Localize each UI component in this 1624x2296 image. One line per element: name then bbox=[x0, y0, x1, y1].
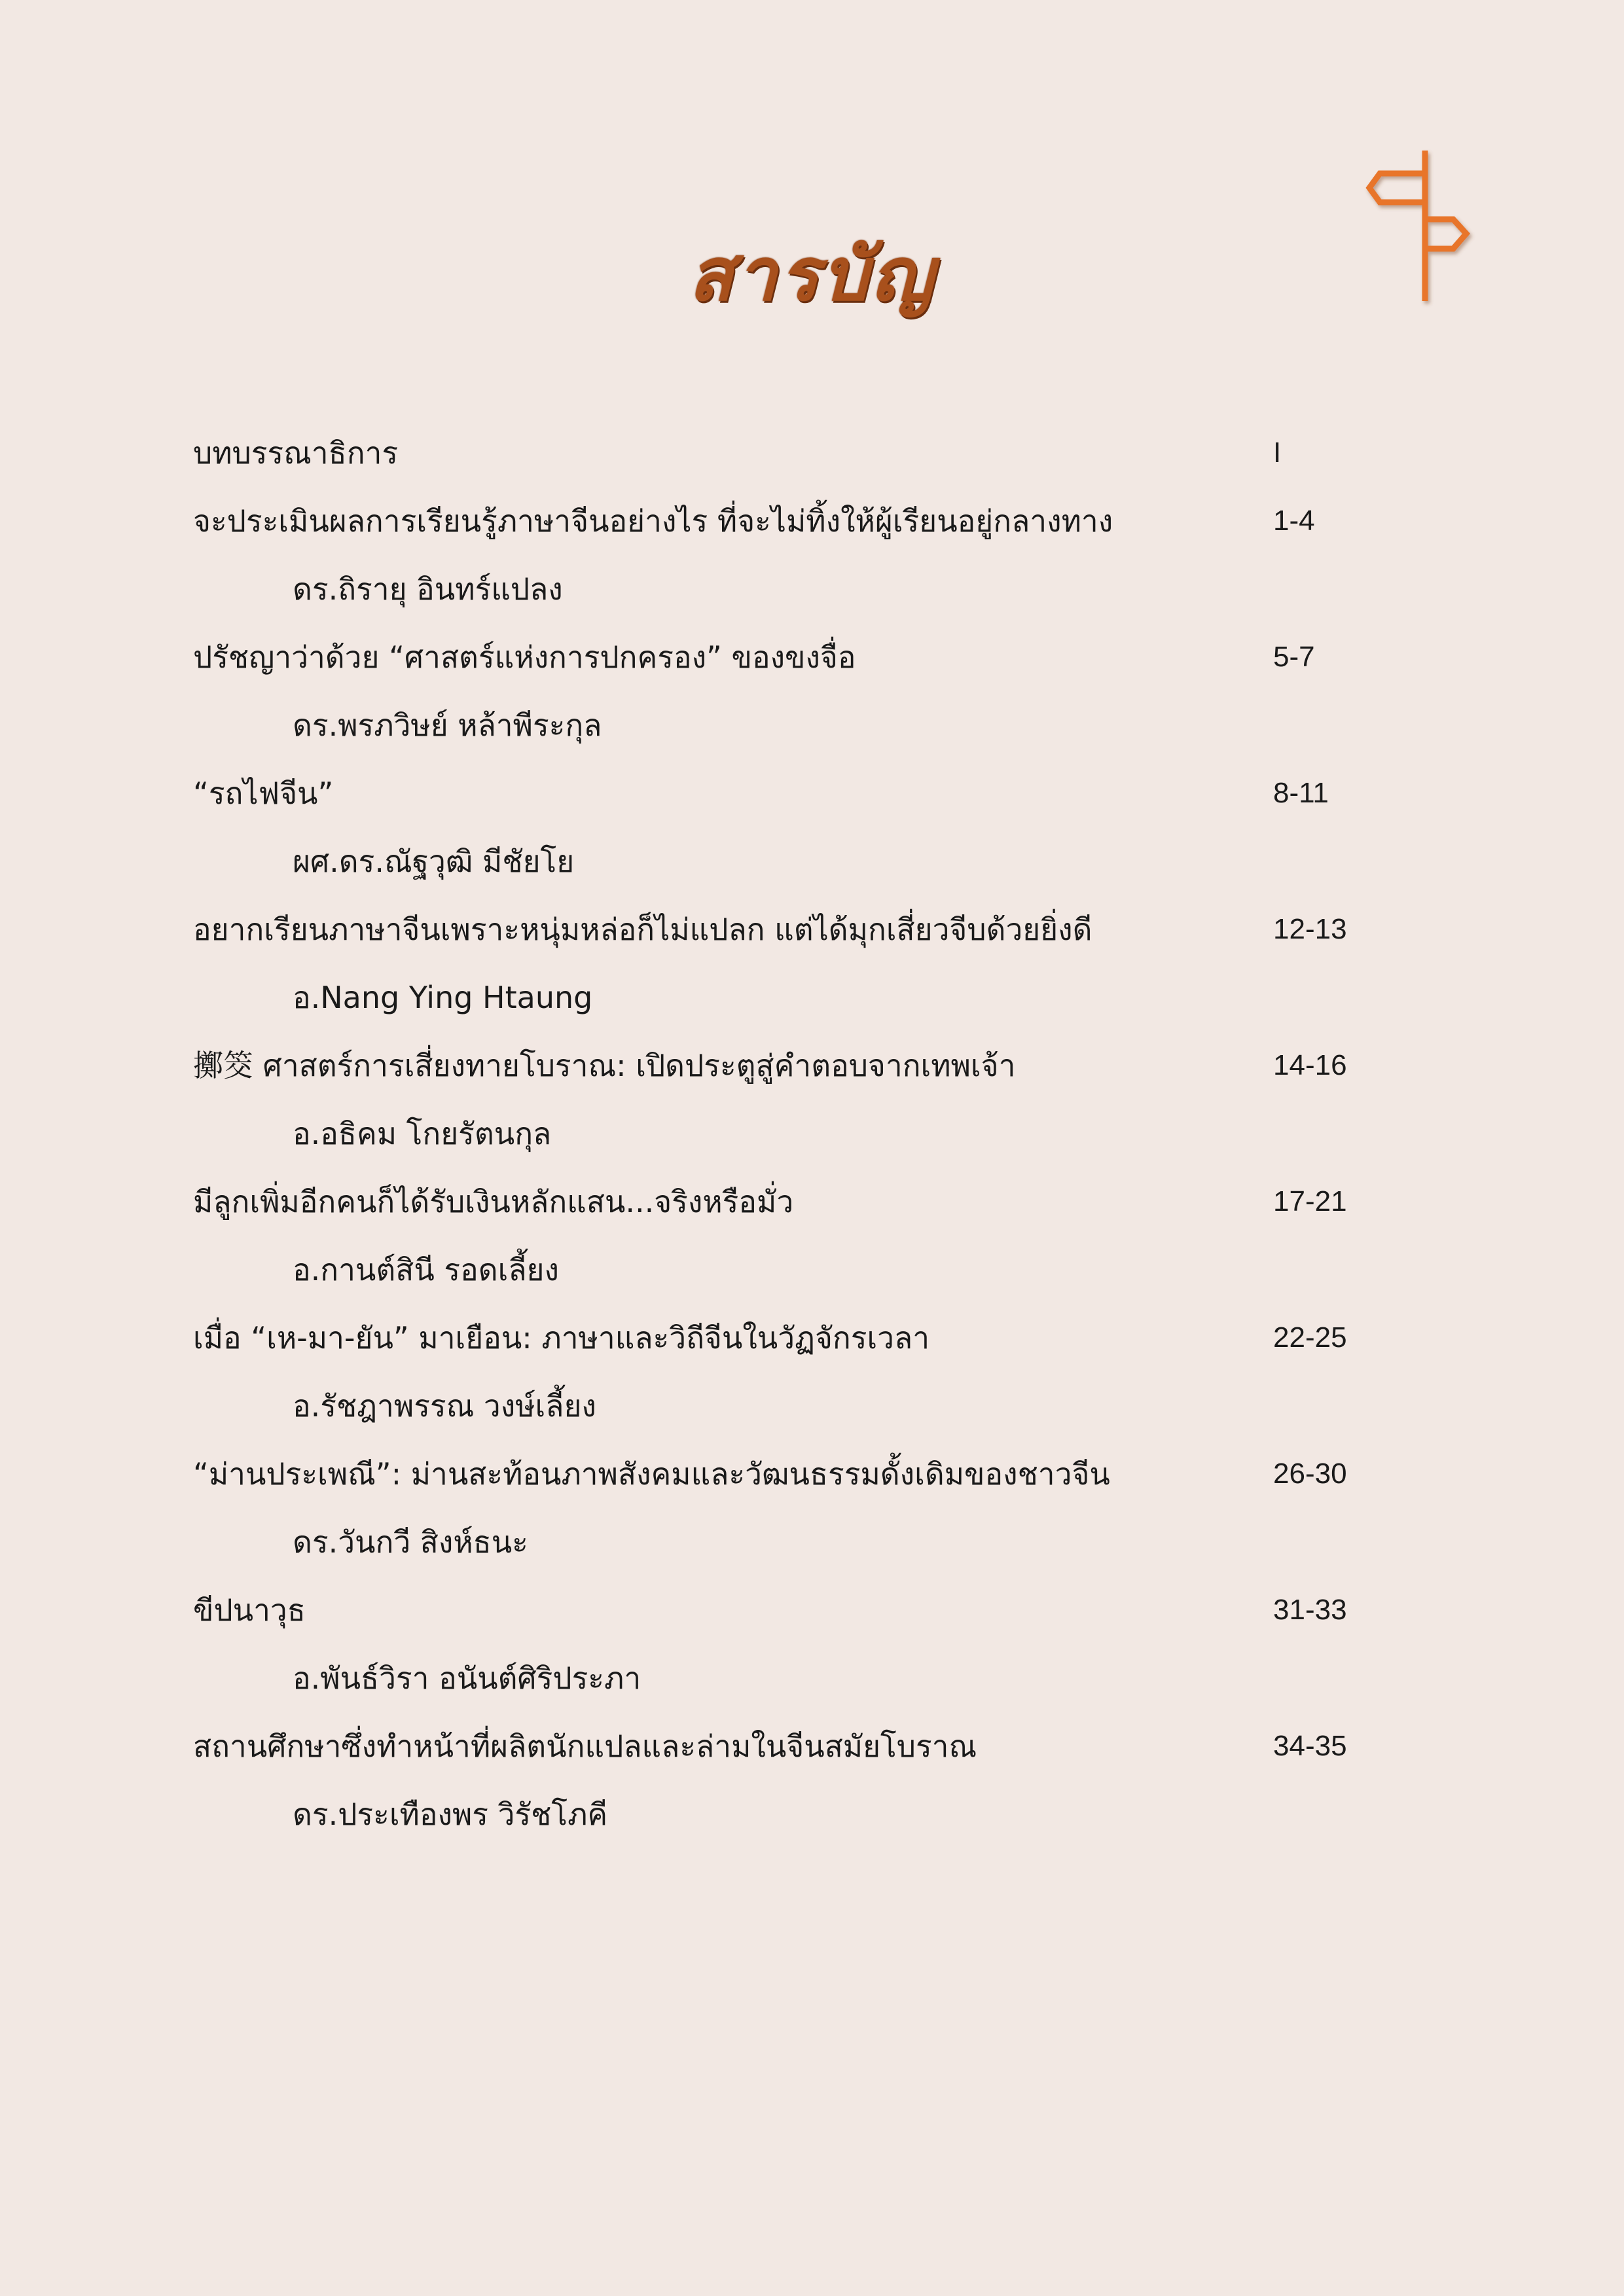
toc-entry bbox=[193, 487, 1437, 623]
toc-entry-title: เมื่อ “เห-มา-ยัน” มาเยือน: ภาษาและวิถีจีนในวัฏจักรเวลา bbox=[193, 1320, 930, 1355]
toc-entry bbox=[193, 1712, 1437, 1848]
toc-entry-title: 擲筊 ศาสตร์การเสี่ยงทายโบราณ: เปิดประตูสู่คำตอบจากเทพเจ้า bbox=[193, 1048, 1016, 1083]
table-of-contents bbox=[193, 419, 1437, 1848]
toc-entry-title: “ม่านประเพณี”: ม่านสะท้อนภาพสังคมและวัฒนธรรมดั้งเดิมของชาวจีน bbox=[193, 1456, 1110, 1492]
toc-entry-page: 12-13 bbox=[1273, 913, 1347, 945]
toc-entry-title: “รถไฟจีน” bbox=[193, 776, 334, 811]
toc-entry-author: อ.รัชฎาพรรณ วงษ์เลี้ยง bbox=[293, 1388, 596, 1424]
toc-entry-title: บทบรรณาธิการ bbox=[193, 435, 399, 471]
signpost-icon bbox=[1362, 147, 1492, 311]
toc-entry-title: ขีปนาวุธ bbox=[193, 1592, 306, 1628]
toc-entry bbox=[193, 1304, 1437, 1440]
toc-entry-title: มีลูกเพิ่มอีกคนก็ได้รับเงินหลักแสน...จริงหรือมั่ว bbox=[193, 1184, 794, 1219]
toc-entry-page: 34-35 bbox=[1273, 1730, 1347, 1762]
toc-entry-author: อ.กานต์สินี รอดเลี้ยง bbox=[293, 1252, 559, 1287]
toc-entry bbox=[193, 759, 1437, 895]
toc-entry-page: 31-33 bbox=[1273, 1594, 1347, 1626]
toc-entry bbox=[193, 623, 1437, 759]
toc-entry-page: 14-16 bbox=[1273, 1049, 1347, 1081]
toc-entry-page: I bbox=[1273, 437, 1282, 469]
toc-entry-author: ดร.วันกวี สิงห์ธนะ bbox=[293, 1524, 528, 1560]
toc-entry-page: 22-25 bbox=[1273, 1321, 1347, 1354]
toc-entry-author: อ.Nang Ying Htaung bbox=[293, 980, 593, 1015]
page-title: สารบัญ bbox=[688, 232, 936, 317]
toc-entry-page: 8-11 bbox=[1273, 777, 1329, 809]
toc-entry-page: 5-7 bbox=[1273, 641, 1315, 673]
toc-entry-title: อยากเรียนภาษาจีนเพราะหนุ่มหล่อก็ไม่แปลก แต่ได้มุกเสี่ยวจีบด้วยยิ่งดี bbox=[193, 912, 1092, 947]
toc-entry-page: 17-21 bbox=[1273, 1185, 1347, 1217]
toc-entry-author: ดร.พรภวิษย์ หล้าพีระกุล bbox=[293, 708, 602, 743]
toc-entry-author: ผศ.ดร.ณัฐวุฒิ มีชัยโย bbox=[293, 844, 575, 879]
toc-entry bbox=[193, 419, 1437, 487]
toc-entry-author: อ.อธิคม โกยรัตนกุล bbox=[293, 1116, 552, 1151]
toc-entry-title: สถานศึกษาซึ่งทำหน้าที่ผลิตนักแปลและล่ามในจีนสมัยโบราณ bbox=[193, 1729, 977, 1764]
toc-entry-author: ดร.ถิรายุ อินทร์แปลง bbox=[293, 571, 563, 607]
toc-entry-title: จะประเมินผลการเรียนรู้ภาษาจีนอย่างไร ที่จะไม่ทิ้งให้ผู้เรียนอยู่กลางทาง bbox=[193, 503, 1113, 539]
toc-entry bbox=[193, 895, 1437, 1031]
toc-entry bbox=[193, 1031, 1437, 1168]
toc-entry-author: อ.พันธ์วิรา อนันต์ศิริประภา bbox=[293, 1660, 641, 1696]
toc-entry-author: ดร.ประเทืองพร วิรัชโภคี bbox=[293, 1797, 608, 1832]
toc-entry bbox=[193, 1440, 1437, 1576]
toc-entry-page: 1-4 bbox=[1273, 505, 1315, 537]
toc-entry-title: ปรัชญาว่าด้วย “ศาสตร์แห่งการปกครอง” ของขงจื่อ bbox=[193, 639, 856, 675]
toc-entry bbox=[193, 1168, 1437, 1304]
toc-entry bbox=[193, 1576, 1437, 1712]
toc-entry-page: 26-30 bbox=[1273, 1458, 1347, 1490]
